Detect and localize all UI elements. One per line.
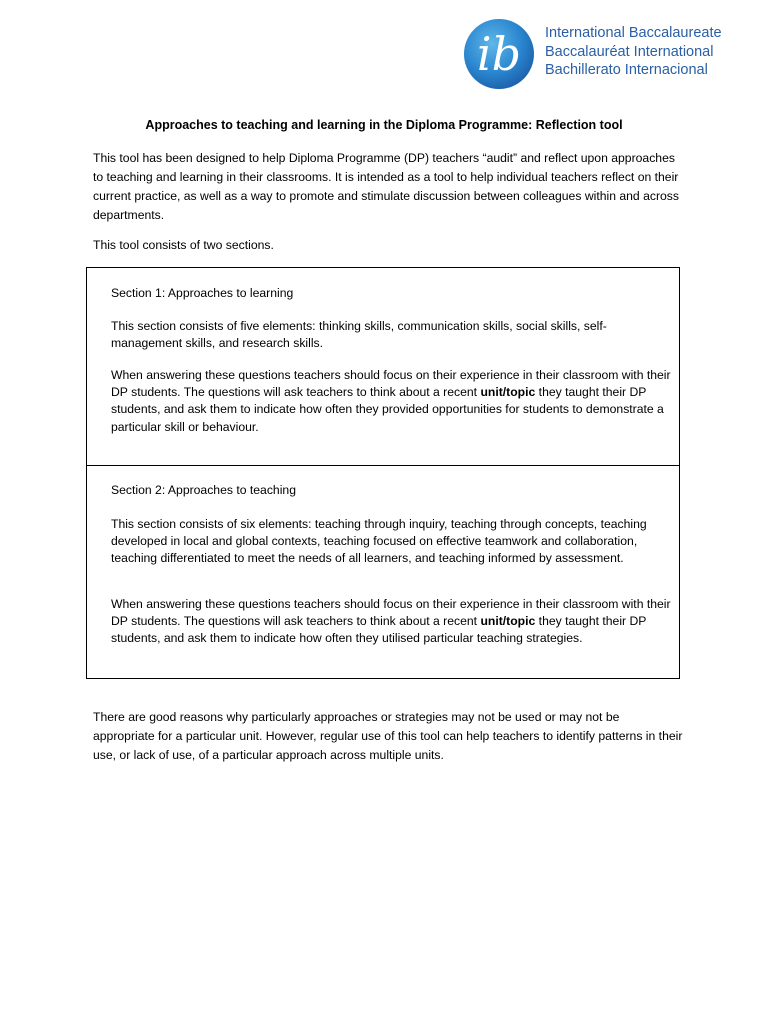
document-title: Approaches to teaching and learning in the Diploma Programme: Reflection tool <box>145 118 623 132</box>
sections-intro: This tool consists of two sections. <box>93 238 274 252</box>
section-2-paragraph-2 <box>111 596 673 648</box>
section-2-paragraph-1: This section consists of six elements: teaching through inquiry, teaching through concepts, teaching developed in local and global contexts, teaching focused on effective teamwork and collaboration, teaching differentiated to meet the needs of all learners, and teaching informed by assessment. <box>111 517 647 566</box>
section-2-box <box>86 465 680 679</box>
section-2-p2-start: When answering these questions teachers should focus on their experience in their classroom with their DP students. The questions will ask teachers to think about a recent <box>111 597 671 629</box>
section-1-title: Section 1: Approaches to learning <box>111 286 294 300</box>
section-2-p2-end: they taught their DP students, and ask them to indicate how often they utilised particular teaching strategies. <box>111 614 647 646</box>
intro-paragraph: This tool has been designed to help Diploma Programme (DP) teachers “audit” and reflect upon approaches to teaching and learning in their classrooms. It is intended as a tool to help individual teachers reflect on their current practice, as well as a way to promote and stimulate discussion between colleagues within and across departments. <box>93 151 679 222</box>
section-1-paragraph-2 <box>111 367 673 436</box>
closing-paragraph: There are good reasons why particularly approaches or strategies may not be used or may not be appropriate for a particular unit. However, regular use of this tool can help teachers to identify patterns in their use, or lack of use, of a particular approach across multiple units. <box>93 710 683 762</box>
ib-mark: ib <box>476 27 522 81</box>
section-1-p2-end: they taught their DP students, and ask them to indicate how often they provided opportunities for students to demonstrate a particular skill or behaviour. <box>111 385 664 434</box>
ib-logo-text <box>545 24 722 80</box>
section-1-box <box>86 267 680 466</box>
ib-globe-icon <box>461 18 539 90</box>
section-1-p2-bold: unit/topic <box>480 385 536 400</box>
section-2-title: Section 2: Approaches to teaching <box>111 483 296 497</box>
logo-line-french: Baccalauréat International <box>545 43 714 60</box>
section-1-p2-start: When answering these questions teachers should focus on their experience in their classroom with their DP students. The questions will ask teachers to think about a recent <box>111 368 671 400</box>
logo-line-english: International Baccalaureate <box>545 25 722 41</box>
section-1-paragraph-1: This section consists of five elements: thinking skills, communication skills, social skills, self-management skills, and research skills. <box>111 319 607 351</box>
logo-line-spanish: Bachillerato Internacional <box>545 62 708 79</box>
ib-logo <box>461 18 761 90</box>
section-2-p2-bold: unit/topic <box>480 614 536 629</box>
